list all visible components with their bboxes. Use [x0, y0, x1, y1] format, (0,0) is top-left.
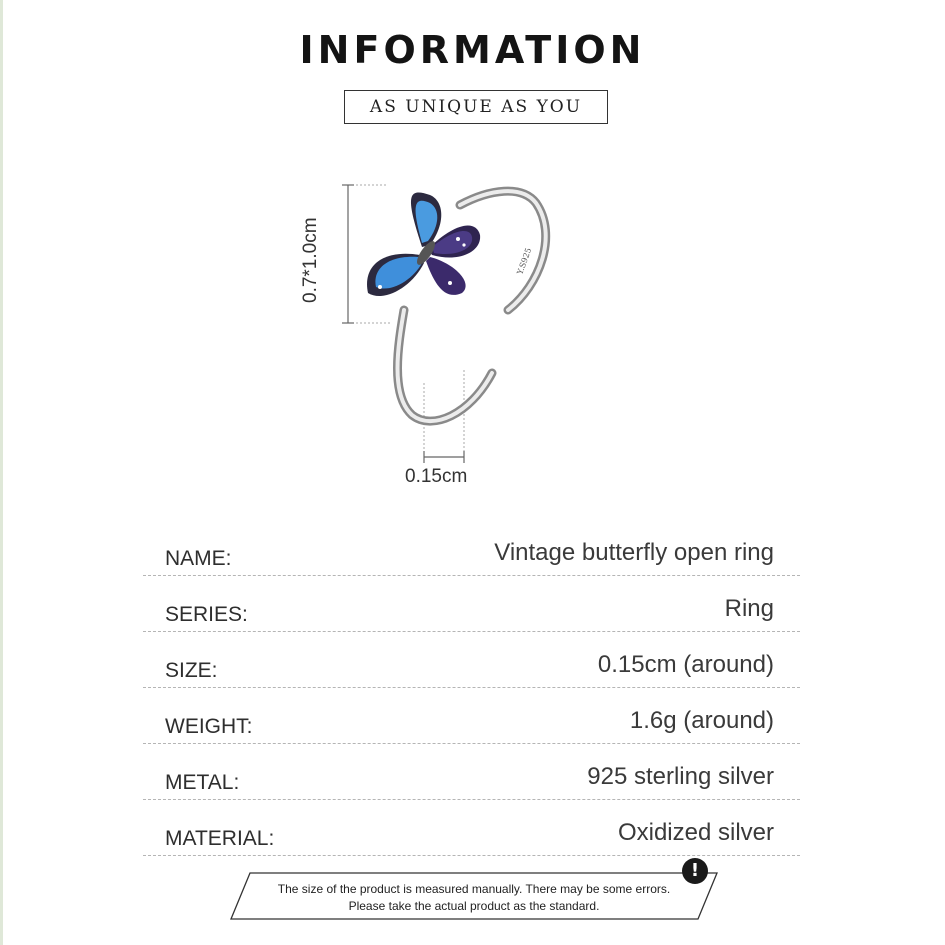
notice-line-1: The size of the product is measured manually. There may be some errors.: [277, 882, 671, 896]
spec-label: WEIGHT:: [165, 715, 253, 738]
ring-product-image: [300, 175, 600, 495]
spec-table: [143, 520, 800, 856]
spec-row-series: [143, 576, 800, 632]
spec-value: 1.6g (around): [629, 707, 774, 734]
spec-value: Vintage butterfly open ring: [494, 539, 774, 566]
spec-row-size: [143, 632, 800, 688]
spec-value: Ring: [724, 595, 774, 622]
spec-label: NAME:: [165, 547, 232, 570]
spec-label: SERIES:: [165, 603, 248, 626]
spec-row-weight: [143, 688, 800, 744]
spec-label: SIZE:: [165, 659, 218, 682]
page-subtitle: AS UNIQUE AS YOU: [344, 90, 608, 124]
spec-row-material: [143, 800, 800, 856]
disclaimer-notice: [230, 860, 718, 920]
exclamation-icon: !: [682, 858, 708, 884]
height-dimension-label: 0.7*1.0cm: [300, 217, 321, 303]
spec-value: Oxidized silver: [617, 819, 774, 846]
spec-value: 925 sterling silver: [587, 763, 774, 790]
spec-row-name: [143, 520, 800, 576]
spec-label: METAL:: [165, 771, 240, 794]
spec-value: 0.15cm (around): [597, 651, 774, 678]
left-edge-strip: [0, 0, 3, 945]
spec-row-metal: [143, 744, 800, 800]
notice-text: [230, 881, 718, 915]
notice-line-2: Please take the actual product as the standard.: [348, 899, 600, 913]
svg-text:Y.S925: Y.S925: [515, 246, 534, 276]
spec-label: MATERIAL:: [165, 827, 275, 850]
page-title: INFORMATION: [299, 28, 646, 72]
width-dimension-label: 0.15cm: [405, 466, 468, 487]
